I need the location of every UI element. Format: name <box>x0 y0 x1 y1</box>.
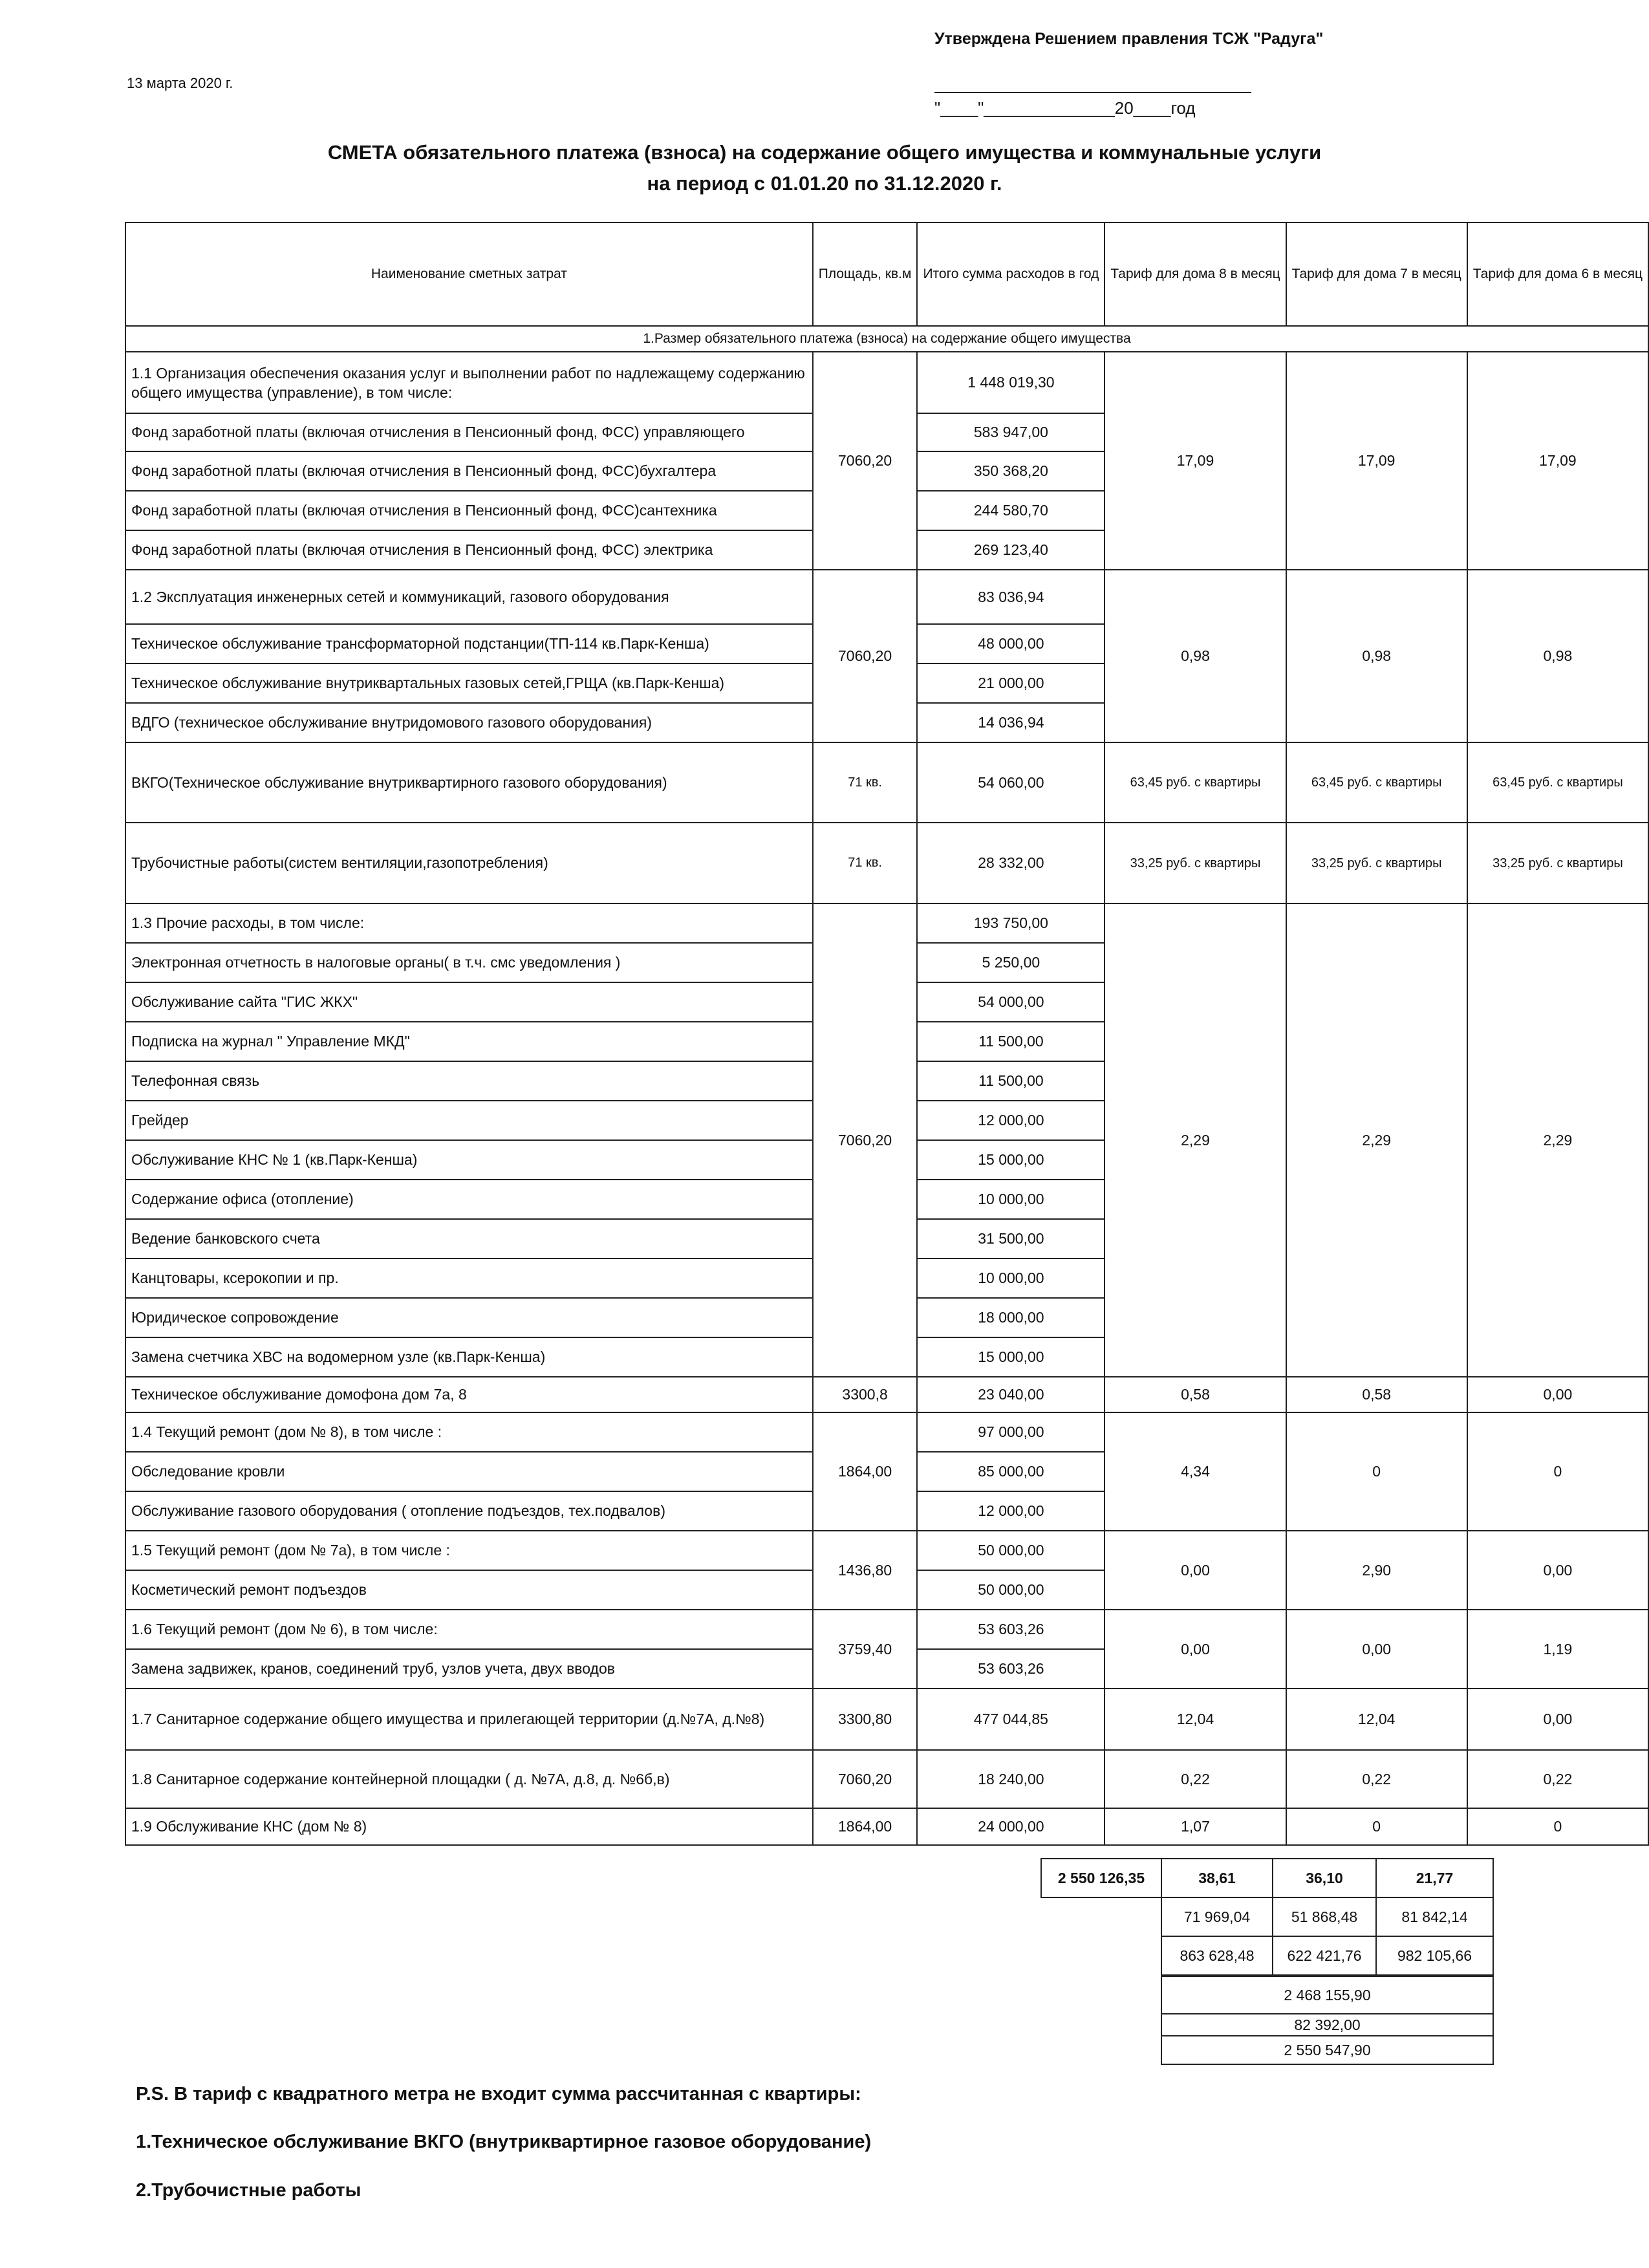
tariff7-cell: 0 <box>1286 1808 1467 1845</box>
area-cell: 1436,80 <box>813 1531 918 1610</box>
tariff6-cell: 0,00 <box>1467 1689 1648 1750</box>
item-name: Фонд заработной платы (включая отчисления в Пенсионный фонд, ФСС) управляющего <box>125 413 813 451</box>
total-sum: 2 550 126,35 <box>1041 1859 1161 1897</box>
col-area-header: Площадь, кв.м <box>813 222 918 326</box>
tariff6-cell: 33,25 руб. с квартиры <box>1467 823 1648 903</box>
sum-cell: 28 332,00 <box>917 823 1105 903</box>
tariff6-cell: 0,00 <box>1467 1531 1648 1610</box>
item-name: Трубочистные работы(систем вентиляции,газопотребления) <box>125 823 813 903</box>
table-row <box>125 1750 1648 1808</box>
tariff8-cell: 17,09 <box>1105 352 1286 570</box>
section-heading: 1.Размер обязательного платежа (взноса) на содержание общего имущества <box>125 326 1648 352</box>
sum-cell: 83 036,94 <box>917 570 1105 624</box>
sum-cell: 18 000,00 <box>917 1298 1105 1337</box>
document-title: СМЕТА обязательного платежа (взноса) на содержание общего имущества и коммунальные услуги <box>327 141 1322 164</box>
tariff6-cell: 0,22 <box>1467 1750 1648 1808</box>
sum-cell: 53 603,26 <box>917 1610 1105 1649</box>
item-name: Косметический ремонт подъездов <box>125 1570 813 1610</box>
area-cell: 71 кв. <box>813 823 918 903</box>
item-name: Грейдер <box>125 1101 813 1140</box>
tariff7-cell: 0 <box>1286 1412 1467 1531</box>
area-cell: 7060,20 <box>813 570 918 742</box>
sum-cell: 15 000,00 <box>917 1337 1105 1377</box>
tariff8-cell: 12,04 <box>1105 1689 1286 1750</box>
tariff8-cell: 1,07 <box>1105 1808 1286 1845</box>
approval-note: Утверждена Решением правления ТСЖ "Радуга" <box>934 30 1324 48</box>
table-header <box>125 222 1648 326</box>
sum-cell: 583 947,00 <box>917 413 1105 451</box>
ps-note: P.S. В тариф с квадратного метра не входит сумма рассчитанная с квартиры: <box>136 2084 861 2104</box>
monthly-house7: 51 868,48 <box>1273 1897 1376 1936</box>
tariff6-cell: 1,19 <box>1467 1610 1648 1689</box>
sum-cell: 21 000,00 <box>917 664 1105 703</box>
item-name: Замена счетчика ХВС на водомерном узле (кв.Парк-Кенша) <box>125 1337 813 1377</box>
area-cell: 3759,40 <box>813 1610 918 1689</box>
area-cell: 7060,20 <box>813 903 918 1377</box>
item-name: 1.9 Обслуживание КНС (дом № 8) <box>125 1808 813 1845</box>
item-name: Обследование кровли <box>125 1452 813 1491</box>
total-tariff8: 38,61 <box>1161 1859 1273 1897</box>
tariff7-cell: 12,04 <box>1286 1689 1467 1750</box>
table-row <box>125 570 1648 624</box>
tariff7-cell: 2,90 <box>1286 1531 1467 1610</box>
ps-item-2: 2.Трубочистные работы <box>136 2180 361 2201</box>
grand-total-2: 82 392,00 <box>1161 2014 1493 2036</box>
tariff6-cell: 63,45 руб. с квартиры <box>1467 742 1648 823</box>
tariff7-cell: 33,25 руб. с квартиры <box>1286 823 1467 903</box>
tariff8-cell: 0,58 <box>1105 1377 1286 1412</box>
item-name: Техническое обслуживание домофона дом 7а, 8 <box>125 1377 813 1412</box>
tariff6-cell: 0 <box>1467 1808 1648 1845</box>
tariff7-cell: 0,22 <box>1286 1750 1467 1808</box>
sum-cell: 10 000,00 <box>917 1258 1105 1298</box>
sum-cell: 12 000,00 <box>917 1101 1105 1140</box>
item-name: Подписка на журнал " Управление МКД" <box>125 1022 813 1061</box>
sum-cell: 269 123,40 <box>917 530 1105 570</box>
tariff6-cell: 0,98 <box>1467 570 1648 742</box>
item-name: Техническое обслуживание трансформаторной подстанции(ТП-114 кв.Парк-Кенша) <box>125 624 813 664</box>
item-name: Обслуживание газового оборудования ( отопление подъездов, тех.подвалов) <box>125 1491 813 1531</box>
sum-cell: 31 500,00 <box>917 1219 1105 1258</box>
area-cell: 7060,20 <box>813 352 918 570</box>
item-name: ВДГО (техническое обслуживание внутридомового газового оборудования) <box>125 703 813 742</box>
sum-cell: 193 750,00 <box>917 903 1105 943</box>
tariff7-cell: 0,58 <box>1286 1377 1467 1412</box>
item-name: Юридическое сопровождение <box>125 1298 813 1337</box>
tariff8-cell: 4,34 <box>1105 1412 1286 1531</box>
sum-cell: 48 000,00 <box>917 624 1105 664</box>
tariff8-cell: 33,25 руб. с квартиры <box>1105 823 1286 903</box>
item-name: Телефонная связь <box>125 1061 813 1101</box>
col-tariff8-header: Тариф для дома 8 в месяц <box>1105 222 1286 326</box>
sum-cell: 11 500,00 <box>917 1061 1105 1101</box>
item-name: 1.7 Санитарное содержание общего имущества и прилегающей территории (д.№7А, д.№8) <box>125 1689 813 1750</box>
tariff8-cell: 0,00 <box>1105 1610 1286 1689</box>
monthly-house6: 81 842,14 <box>1376 1897 1493 1936</box>
group-title: 1.3 Прочие расходы, в том числе: <box>125 903 813 943</box>
sum-cell: 14 036,94 <box>917 703 1105 742</box>
approval-date-line: "____"______________20____год <box>934 98 1196 118</box>
group-title: 1.6 Текущий ремонт (дом № 6), в том числе: <box>125 1610 813 1649</box>
sum-cell: 18 240,00 <box>917 1750 1105 1808</box>
monthly-house8: 71 969,04 <box>1161 1897 1273 1936</box>
item-name: Содержание офиса (отопление) <box>125 1180 813 1219</box>
area-cell: 3300,8 <box>813 1377 918 1412</box>
item-name: Замена задвижек, кранов, соединений труб, узлов учета, двух вводов <box>125 1649 813 1689</box>
signature-line <box>934 92 1251 93</box>
sum-cell: 23 040,00 <box>917 1377 1105 1412</box>
tariff6-cell: 17,09 <box>1467 352 1648 570</box>
sum-cell: 97 000,00 <box>917 1412 1105 1452</box>
sum-cell: 11 500,00 <box>917 1022 1105 1061</box>
total-tariff7: 36,10 <box>1273 1859 1376 1897</box>
total-tariff6: 21,77 <box>1376 1859 1493 1897</box>
group-title: 1.2 Эксплуатация инженерных сетей и коммуникаций, газового оборудования <box>125 570 813 624</box>
table-row <box>125 1377 1648 1412</box>
tariff8-cell: 0,00 <box>1105 1531 1286 1610</box>
col-tariff7-header: Тариф для дома 7 в месяц <box>1286 222 1467 326</box>
sum-cell: 50 000,00 <box>917 1570 1105 1610</box>
item-name: Фонд заработной платы (включая отчисления в Пенсионный фонд, ФСС) электрика <box>125 530 813 570</box>
table-row <box>125 742 1648 823</box>
tariff6-cell: 2,29 <box>1467 903 1648 1377</box>
ps-item-1: 1.Техническое обслуживание ВКГО (внутриквартирное газовое оборудование) <box>136 2132 872 2152</box>
col-tariff6-header: Тариф для дома 6 в месяц <box>1467 222 1648 326</box>
sum-cell: 15 000,00 <box>917 1140 1105 1180</box>
col-sum-header: Итого сумма расходов в год <box>917 222 1105 326</box>
table-row <box>125 1689 1648 1750</box>
item-name: Обслуживание сайта "ГИС ЖКХ" <box>125 982 813 1022</box>
item-name: Ведение банковского счета <box>125 1219 813 1258</box>
tariff7-cell: 17,09 <box>1286 352 1467 570</box>
area-cell: 1864,00 <box>813 1412 918 1531</box>
col-name-header: Наименование сметных затрат <box>125 222 813 326</box>
group-title: 1.1 Организация обеспечения оказания услуг и выполнении работ по надлежащему содержанию общего имущества (управление), в том числе: <box>125 352 813 413</box>
sum-cell: 54 000,00 <box>917 982 1105 1022</box>
area-cell: 71 кв. <box>813 742 918 823</box>
sum-cell: 12 000,00 <box>917 1491 1105 1531</box>
area-cell: 1864,00 <box>813 1808 918 1845</box>
sum-cell: 10 000,00 <box>917 1180 1105 1219</box>
table-row <box>125 903 1648 943</box>
tariff6-cell: 0 <box>1467 1412 1648 1531</box>
area-cell: 3300,80 <box>813 1689 918 1750</box>
yearly-house7: 622 421,76 <box>1273 1936 1376 1975</box>
sum-cell: 350 368,20 <box>917 451 1105 491</box>
grand-total-1: 2 468 155,90 <box>1161 1976 1493 2014</box>
sum-cell: 244 580,70 <box>917 491 1105 530</box>
sum-cell: 53 603,26 <box>917 1649 1105 1689</box>
tariff8-cell: 63,45 руб. с квартиры <box>1105 742 1286 823</box>
sum-cell: 85 000,00 <box>917 1452 1105 1491</box>
group-title: 1.4 Текущий ремонт (дом № 8), в том числе : <box>125 1412 813 1452</box>
table-row <box>125 1412 1648 1452</box>
item-name: Техническое обслуживание внутриквартальных газовых сетей,ГРЩА (кв.Парк-Кенша) <box>125 664 813 703</box>
tariff6-cell: 0,00 <box>1467 1377 1648 1412</box>
item-name: Фонд заработной платы (включая отчисления в Пенсионный фонд, ФСС)сантехника <box>125 491 813 530</box>
item-name: Электронная отчетность в налоговые органы( в т.ч. смс уведомления ) <box>125 943 813 982</box>
tariff8-cell: 2,29 <box>1105 903 1286 1377</box>
house-totals-table <box>1161 1897 1494 1976</box>
grand-totals-table <box>1161 1976 1494 2065</box>
grand-total-3: 2 550 547,90 <box>1161 2036 1493 2064</box>
item-name: Канцтовары, ксерокопии и пр. <box>125 1258 813 1298</box>
table-row <box>125 823 1648 903</box>
tariff8-cell: 0,22 <box>1105 1750 1286 1808</box>
group-title: 1.5 Текущий ремонт (дом № 7а), в том числе : <box>125 1531 813 1570</box>
tariff7-cell: 63,45 руб. с квартиры <box>1286 742 1467 823</box>
sum-cell: 477 044,85 <box>917 1689 1105 1750</box>
document-date: 13 марта 2020 г. <box>127 75 233 91</box>
table-row <box>125 1808 1648 1845</box>
yearly-house8: 863 628,48 <box>1161 1936 1273 1975</box>
tariff8-cell: 0,98 <box>1105 570 1286 742</box>
yearly-house6: 982 105,66 <box>1376 1936 1493 1975</box>
table-row <box>125 1610 1648 1649</box>
item-name: 1.8 Санитарное содержание контейнерной площадки ( д. №7А, д.8, д. №6б,в) <box>125 1750 813 1808</box>
document-period: на период с 01.01.20 по 31.12.2020 г. <box>647 172 1002 195</box>
tariff7-cell: 0,00 <box>1286 1610 1467 1689</box>
sum-cell: 54 060,00 <box>917 742 1105 823</box>
item-name: Фонд заработной платы (включая отчисления в Пенсионный фонд, ФСС)бухгалтера <box>125 451 813 491</box>
table-row <box>125 352 1648 413</box>
sum-cell: 50 000,00 <box>917 1531 1105 1570</box>
sum-cell: 5 250,00 <box>917 943 1105 982</box>
area-cell: 7060,20 <box>813 1750 918 1808</box>
totals-table <box>1040 1858 1494 1898</box>
item-name: ВКГО(Техническое обслуживание внутриквартирного газового оборудования) <box>125 742 813 823</box>
table-row <box>125 1531 1648 1570</box>
sum-cell: 24 000,00 <box>917 1808 1105 1845</box>
tariff7-cell: 0,98 <box>1286 570 1467 742</box>
tariff7-cell: 2,29 <box>1286 903 1467 1377</box>
item-name: Обслуживание КНС № 1 (кв.Парк-Кенша) <box>125 1140 813 1180</box>
sum-cell: 1 448 019,30 <box>917 352 1105 413</box>
estimate-table <box>125 222 1649 1846</box>
